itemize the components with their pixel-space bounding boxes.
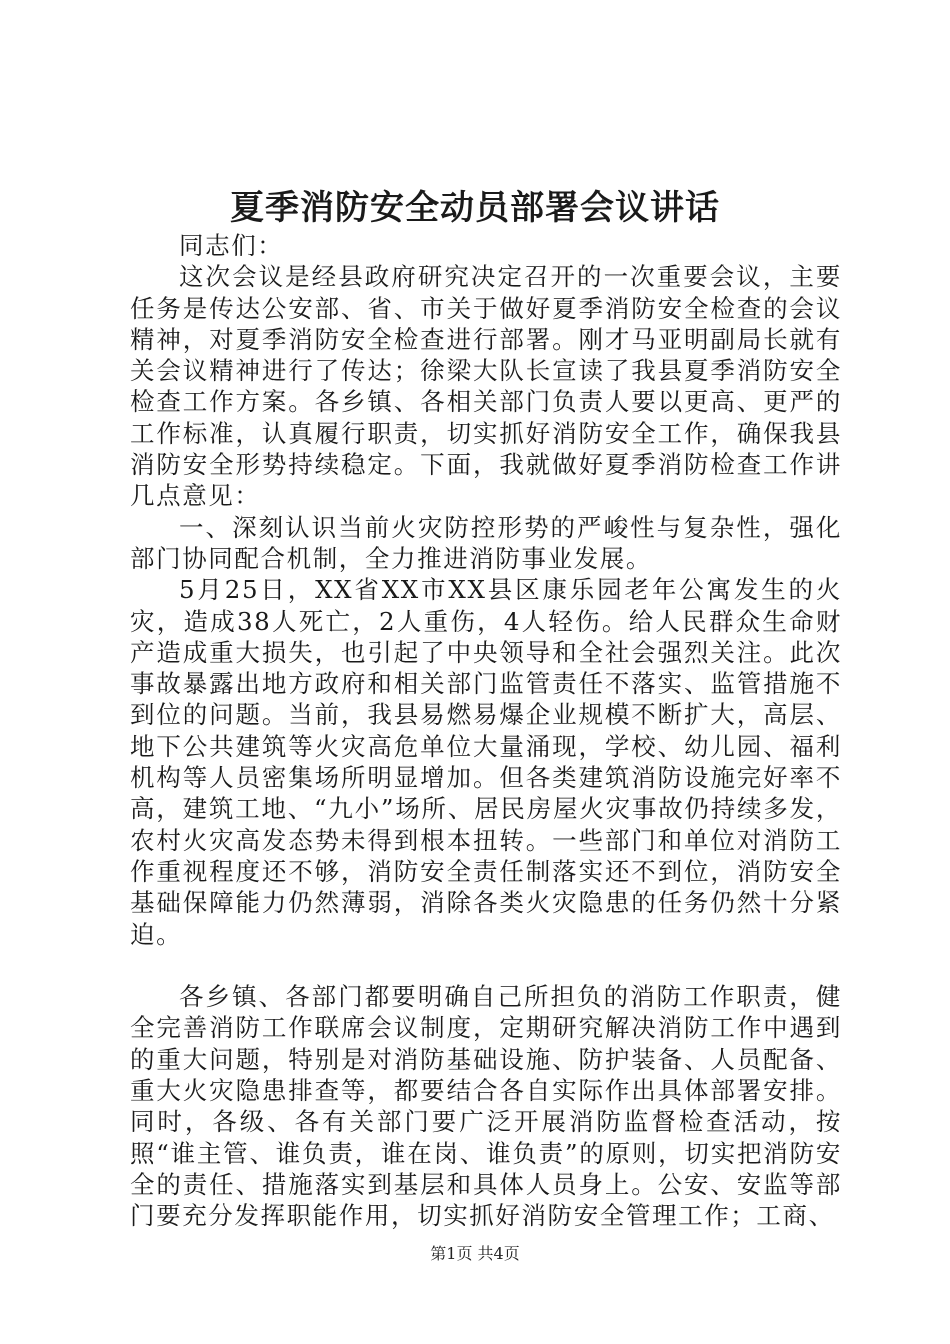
body-paragraph: 各乡镇、各部门都要明确自己所担负的消防工作职责，健全完善消防工作联席会议制度，定期研究解决消防工作中遇到的重大问题，特别是对消防基础设施、防护装备、人员配备、重大火灾隐患排查等，都要结合各自实际作出具体部署安排。同时，各级、各有关部门要广泛开展消防监督检查活动，按照“谁主管、谁负责，谁在岗、谁负责”的原则，切实把消防安全的责任、措施落实到基层和具体人员身上。公安、安监等部门要充分发挥职能作用，切实抓好消防安全管理工作；工商、 bbox=[130, 982, 842, 1231]
document-body bbox=[130, 230, 842, 1232]
salutation-paragraph: 同志们： bbox=[179, 231, 284, 260]
body-paragraph: 5月25日，XX省XX市XX县区康乐园老年公寓发生的火灾，造成38人死亡，2人重伤，4人轻伤。给人民群众生命财产造成重大损失，也引起了中央领导和全社会强烈关注。此次事故暴露出地方政府和相关部门监管责任不落实、监管措施不到位的问题。当前，我县易燃易爆企业规模不断扩大，高层、地下公共建筑等火灾高危单位大量涌现，学校、幼儿园、福利机构等人员密集场所明显增加。但各类建筑消防设施完好率不高，建筑工地、“九小”场所、居民房屋火灾事故仍持续多发，农村火灾高发态势未得到根本扭转。一些部门和单位对消防工作重视程度还不够，消防安全责任制落实还不到位，消防安全基础保障能力仍然薄弱，消除各类火灾隐患的任务仍然十分紧迫。 bbox=[130, 575, 842, 949]
section-heading-paragraph: 一、深刻认识当前火灾防控形势的严峻性与复杂性，强化部门协同配合机制，全力推进消防事业发展。 bbox=[130, 512, 842, 573]
document-title: 夏季消防安全动员部署会议讲话 bbox=[230, 188, 720, 228]
page-number-footer: 第1页 共4页 bbox=[430, 1244, 520, 1263]
body-paragraph: 这次会议是经县政府研究决定召开的一次重要会议，主要任务是传达公安部、省、市关于做好夏季消防安全检查的会议精神，对夏季消防安全检查进行部署。刚才马亚明副局长就有关会议精神进行了传达；徐梁大队长宣读了我县夏季消防安全检查工作方案。各乡镇、各相关部门负责人要以更高、更严的工作标准，认真履行职责，切实抓好消防安全工作，确保我县消防安全形势持续稳定。下面，我就做好夏季消防检查工作讲几点意见： bbox=[130, 262, 842, 511]
